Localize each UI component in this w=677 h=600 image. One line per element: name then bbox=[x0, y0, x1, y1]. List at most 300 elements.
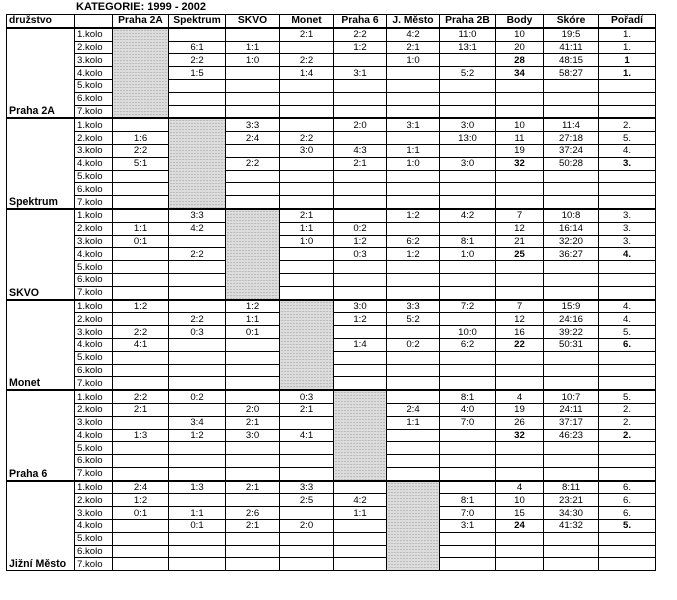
rank-cell: 2. bbox=[599, 118, 656, 131]
score-cell: 3:3 bbox=[169, 209, 226, 222]
score-cell bbox=[387, 377, 440, 390]
score-cell bbox=[334, 170, 387, 183]
score-total-cell: 36:27 bbox=[544, 248, 599, 261]
score-cell: 2:4 bbox=[113, 481, 169, 494]
table-row bbox=[7, 28, 656, 41]
points-cell bbox=[496, 532, 544, 545]
score-cell bbox=[334, 520, 387, 533]
table-row bbox=[7, 248, 656, 261]
self-match-shade bbox=[169, 118, 226, 209]
score-cell bbox=[440, 183, 496, 196]
score-cell bbox=[440, 532, 496, 545]
round-label: 1.kolo bbox=[75, 28, 113, 41]
score-cell: 2:1 bbox=[387, 41, 440, 54]
score-total-cell: 23:21 bbox=[544, 494, 599, 507]
score-cell: 5:2 bbox=[387, 313, 440, 326]
score-cell bbox=[113, 416, 169, 429]
round-label: 3.kolo bbox=[75, 144, 113, 157]
points-cell: 12 bbox=[496, 313, 544, 326]
score-cell bbox=[440, 455, 496, 468]
score-cell: 1:2 bbox=[334, 235, 387, 248]
score-cell bbox=[169, 442, 226, 455]
score-cell bbox=[226, 390, 280, 403]
score-cell bbox=[440, 105, 496, 118]
score-cell: 3:0 bbox=[334, 300, 387, 313]
table-row bbox=[7, 507, 656, 520]
score-total-cell bbox=[544, 273, 599, 286]
score-cell: 1:3 bbox=[169, 481, 226, 494]
score-cell bbox=[113, 442, 169, 455]
score-cell bbox=[113, 313, 169, 326]
rank-cell bbox=[599, 351, 656, 364]
score-total-cell bbox=[544, 545, 599, 558]
score-cell bbox=[280, 261, 334, 274]
rank-cell bbox=[599, 286, 656, 299]
rank-cell: 4. bbox=[599, 248, 656, 261]
table-row bbox=[7, 105, 656, 118]
score-cell bbox=[334, 545, 387, 558]
score-cell bbox=[280, 118, 334, 131]
score-cell bbox=[113, 545, 169, 558]
score-cell: 2:2 bbox=[280, 54, 334, 67]
score-cell bbox=[387, 467, 440, 480]
score-cell: 3:3 bbox=[226, 118, 280, 131]
score-cell bbox=[113, 558, 169, 571]
self-match-shade bbox=[387, 481, 440, 571]
score-cell: 4:2 bbox=[387, 28, 440, 41]
score-cell: 3:3 bbox=[387, 300, 440, 313]
table-row bbox=[7, 467, 656, 480]
score-cell bbox=[226, 183, 280, 196]
score-cell: 8:1 bbox=[440, 390, 496, 403]
score-cell bbox=[113, 196, 169, 209]
score-cell: 1:1 bbox=[280, 222, 334, 235]
score-cell bbox=[387, 170, 440, 183]
round-label: 3.kolo bbox=[75, 54, 113, 67]
score-cell bbox=[280, 196, 334, 209]
results-table bbox=[6, 14, 656, 571]
points-cell: 20 bbox=[496, 41, 544, 54]
header-monet: Monet bbox=[280, 15, 334, 28]
header-praha-6: Praha 6 bbox=[334, 15, 387, 28]
score-cell bbox=[440, 467, 496, 480]
score-cell bbox=[226, 170, 280, 183]
score-cell: 4:1 bbox=[113, 338, 169, 351]
rank-cell: 6. bbox=[599, 481, 656, 494]
rank-cell: 3. bbox=[599, 209, 656, 222]
score-cell bbox=[387, 105, 440, 118]
score-cell bbox=[440, 170, 496, 183]
rank-cell bbox=[599, 455, 656, 468]
score-cell: 4:1 bbox=[280, 429, 334, 442]
table-row bbox=[7, 520, 656, 533]
round-label: 6.kolo bbox=[75, 364, 113, 377]
score-cell: 2:1 bbox=[226, 481, 280, 494]
table-row bbox=[7, 390, 656, 403]
table-row bbox=[7, 196, 656, 209]
points-cell: 7 bbox=[496, 300, 544, 313]
team-name: Monet bbox=[7, 300, 75, 391]
rank-cell: 1. bbox=[599, 67, 656, 80]
header-praha-2b: Praha 2B bbox=[440, 15, 496, 28]
points-cell bbox=[496, 196, 544, 209]
points-cell: 22 bbox=[496, 338, 544, 351]
score-cell bbox=[280, 248, 334, 261]
points-cell bbox=[496, 170, 544, 183]
score-total-cell: 24:11 bbox=[544, 403, 599, 416]
score-total-cell: 39:22 bbox=[544, 326, 599, 339]
score-cell bbox=[334, 79, 387, 92]
score-cell bbox=[226, 494, 280, 507]
table-row bbox=[7, 403, 656, 416]
score-cell: 1:0 bbox=[387, 54, 440, 67]
score-cell bbox=[280, 105, 334, 118]
score-cell bbox=[113, 118, 169, 131]
score-cell bbox=[334, 364, 387, 377]
round-label: 6.kolo bbox=[75, 183, 113, 196]
score-cell: 2:6 bbox=[226, 507, 280, 520]
score-cell: 1:1 bbox=[113, 222, 169, 235]
round-label: 1.kolo bbox=[75, 390, 113, 403]
score-cell bbox=[280, 558, 334, 571]
points-cell: 10 bbox=[496, 28, 544, 41]
score-cell bbox=[226, 92, 280, 105]
score-cell bbox=[169, 532, 226, 545]
score-total-cell: 10:7 bbox=[544, 390, 599, 403]
score-cell bbox=[334, 481, 387, 494]
round-label: 2.kolo bbox=[75, 494, 113, 507]
rank-cell: 3. bbox=[599, 157, 656, 170]
score-cell bbox=[440, 286, 496, 299]
points-cell bbox=[496, 105, 544, 118]
points-cell: 7 bbox=[496, 209, 544, 222]
score-cell: 2:2 bbox=[226, 157, 280, 170]
score-cell bbox=[226, 338, 280, 351]
score-cell: 2:1 bbox=[280, 403, 334, 416]
round-label: 3.kolo bbox=[75, 507, 113, 520]
score-cell: 3:0 bbox=[280, 144, 334, 157]
score-total-cell bbox=[544, 351, 599, 364]
score-cell: 10:0 bbox=[440, 326, 496, 339]
round-label: 7.kolo bbox=[75, 467, 113, 480]
rank-cell: 2. bbox=[599, 403, 656, 416]
score-cell bbox=[169, 455, 226, 468]
score-cell bbox=[440, 481, 496, 494]
score-cell bbox=[226, 67, 280, 80]
score-cell: 4:2 bbox=[334, 494, 387, 507]
score-cell bbox=[113, 455, 169, 468]
points-cell: 4 bbox=[496, 390, 544, 403]
score-cell: 2:1 bbox=[226, 520, 280, 533]
score-cell bbox=[334, 54, 387, 67]
score-cell bbox=[334, 326, 387, 339]
score-total-cell: 24:16 bbox=[544, 313, 599, 326]
score-cell bbox=[226, 79, 280, 92]
score-cell: 5:2 bbox=[440, 67, 496, 80]
score-total-cell bbox=[544, 558, 599, 571]
score-cell bbox=[440, 442, 496, 455]
score-cell bbox=[387, 364, 440, 377]
round-label: 4.kolo bbox=[75, 338, 113, 351]
self-match-shade bbox=[334, 390, 387, 481]
rank-cell: 6. bbox=[599, 507, 656, 520]
score-cell bbox=[387, 286, 440, 299]
rank-cell: 6. bbox=[599, 494, 656, 507]
score-total-cell: 10:8 bbox=[544, 209, 599, 222]
score-cell bbox=[387, 79, 440, 92]
points-cell: 15 bbox=[496, 507, 544, 520]
score-total-cell: 8:11 bbox=[544, 481, 599, 494]
score-cell bbox=[387, 196, 440, 209]
points-cell: 12 bbox=[496, 222, 544, 235]
rank-cell bbox=[599, 442, 656, 455]
score-cell: 0:2 bbox=[169, 390, 226, 403]
score-total-cell bbox=[544, 442, 599, 455]
round-label: 4.kolo bbox=[75, 67, 113, 80]
score-cell: 0:1 bbox=[169, 520, 226, 533]
score-cell bbox=[387, 183, 440, 196]
score-cell bbox=[440, 313, 496, 326]
score-total-cell bbox=[544, 364, 599, 377]
table-row bbox=[7, 286, 656, 299]
score-cell bbox=[440, 364, 496, 377]
score-cell bbox=[334, 209, 387, 222]
score-total-cell bbox=[544, 170, 599, 183]
round-label: 4.kolo bbox=[75, 248, 113, 261]
team-name: Praha 2A bbox=[7, 28, 75, 119]
points-cell: 32 bbox=[496, 157, 544, 170]
score-cell: 2:5 bbox=[280, 494, 334, 507]
points-cell bbox=[496, 455, 544, 468]
rank-cell: 1 bbox=[599, 54, 656, 67]
round-label: 7.kolo bbox=[75, 558, 113, 571]
points-cell: 21 bbox=[496, 235, 544, 248]
round-label: 6.kolo bbox=[75, 273, 113, 286]
score-cell bbox=[169, 235, 226, 248]
score-cell: 3:0 bbox=[226, 429, 280, 442]
table-row bbox=[7, 54, 656, 67]
score-cell: 2:4 bbox=[226, 132, 280, 145]
score-cell bbox=[387, 455, 440, 468]
score-cell bbox=[280, 532, 334, 545]
score-cell bbox=[169, 300, 226, 313]
score-cell: 2:0 bbox=[280, 520, 334, 533]
points-cell bbox=[496, 183, 544, 196]
score-cell bbox=[169, 273, 226, 286]
score-cell: 1:1 bbox=[334, 507, 387, 520]
round-label: 7.kolo bbox=[75, 196, 113, 209]
score-cell bbox=[387, 390, 440, 403]
round-label: 1.kolo bbox=[75, 209, 113, 222]
score-cell: 0:2 bbox=[387, 338, 440, 351]
score-cell: 6:1 bbox=[169, 41, 226, 54]
score-cell: 5:1 bbox=[113, 157, 169, 170]
score-cell bbox=[169, 105, 226, 118]
score-cell: 3:4 bbox=[169, 416, 226, 429]
score-cell: 2:2 bbox=[169, 248, 226, 261]
table-row bbox=[7, 235, 656, 248]
points-cell: 24 bbox=[496, 520, 544, 533]
score-cell: 2:2 bbox=[280, 132, 334, 145]
header-praha-2a: Praha 2A bbox=[113, 15, 169, 28]
score-cell: 2:1 bbox=[226, 416, 280, 429]
score-cell bbox=[113, 248, 169, 261]
rank-cell: 5. bbox=[599, 520, 656, 533]
rank-cell bbox=[599, 196, 656, 209]
score-total-cell bbox=[544, 286, 599, 299]
score-total-cell bbox=[544, 532, 599, 545]
score-cell bbox=[169, 351, 226, 364]
score-cell: 1:0 bbox=[280, 235, 334, 248]
points-cell bbox=[496, 261, 544, 274]
score-cell: 2:0 bbox=[334, 118, 387, 131]
points-cell: 11 bbox=[496, 132, 544, 145]
rank-cell bbox=[599, 261, 656, 274]
rank-cell: 6. bbox=[599, 338, 656, 351]
score-cell bbox=[226, 377, 280, 390]
score-cell: 1:2 bbox=[334, 313, 387, 326]
score-cell: 1:0 bbox=[387, 157, 440, 170]
points-cell bbox=[496, 273, 544, 286]
score-cell bbox=[113, 183, 169, 196]
points-cell: 34 bbox=[496, 67, 544, 80]
score-cell bbox=[387, 429, 440, 442]
points-cell: 28 bbox=[496, 54, 544, 67]
rank-cell: 1. bbox=[599, 41, 656, 54]
rank-cell bbox=[599, 170, 656, 183]
round-label: 3.kolo bbox=[75, 326, 113, 339]
score-cell bbox=[440, 558, 496, 571]
score-cell bbox=[113, 377, 169, 390]
rank-cell: 5. bbox=[599, 390, 656, 403]
round-label: 5.kolo bbox=[75, 532, 113, 545]
rank-cell: 5. bbox=[599, 326, 656, 339]
score-cell bbox=[113, 520, 169, 533]
score-cell bbox=[440, 54, 496, 67]
rank-cell bbox=[599, 273, 656, 286]
header-kolo bbox=[75, 15, 113, 28]
score-cell: 13:1 bbox=[440, 41, 496, 54]
table-row bbox=[7, 429, 656, 442]
score-cell bbox=[226, 532, 280, 545]
score-cell: 2:1 bbox=[113, 403, 169, 416]
table-row bbox=[7, 416, 656, 429]
rank-cell: 4. bbox=[599, 313, 656, 326]
round-label: 6.kolo bbox=[75, 545, 113, 558]
score-total-cell bbox=[544, 467, 599, 480]
score-cell bbox=[440, 377, 496, 390]
round-label: 2.kolo bbox=[75, 41, 113, 54]
header-skore: Skóre bbox=[544, 15, 599, 28]
score-cell: 1:1 bbox=[387, 416, 440, 429]
score-cell bbox=[113, 209, 169, 222]
table-row bbox=[7, 183, 656, 196]
score-total-cell bbox=[544, 377, 599, 390]
round-label: 4.kolo bbox=[75, 157, 113, 170]
table-row bbox=[7, 273, 656, 286]
score-cell: 7:0 bbox=[440, 416, 496, 429]
score-cell bbox=[280, 442, 334, 455]
table-row bbox=[7, 92, 656, 105]
table-row bbox=[7, 300, 656, 313]
round-label: 3.kolo bbox=[75, 416, 113, 429]
score-cell bbox=[226, 545, 280, 558]
score-cell: 1:0 bbox=[440, 248, 496, 261]
team-name: SKVO bbox=[7, 209, 75, 300]
score-cell: 6:2 bbox=[387, 235, 440, 248]
results-body bbox=[7, 28, 656, 571]
score-cell bbox=[169, 467, 226, 480]
score-cell bbox=[113, 170, 169, 183]
round-label: 7.kolo bbox=[75, 105, 113, 118]
points-cell: 16 bbox=[496, 326, 544, 339]
score-cell bbox=[113, 364, 169, 377]
score-cell bbox=[334, 532, 387, 545]
score-cell: 3:0 bbox=[440, 157, 496, 170]
rank-cell bbox=[599, 558, 656, 571]
score-total-cell: 41:32 bbox=[544, 520, 599, 533]
score-cell: 3:0 bbox=[440, 118, 496, 131]
score-total-cell bbox=[544, 105, 599, 118]
points-cell bbox=[496, 79, 544, 92]
rank-cell bbox=[599, 183, 656, 196]
score-cell bbox=[169, 28, 226, 41]
score-total-cell: 37:17 bbox=[544, 416, 599, 429]
score-cell bbox=[226, 196, 280, 209]
score-cell bbox=[113, 351, 169, 364]
category-title: KATEGORIE: 1999 - 2002 bbox=[76, 1, 207, 13]
rank-cell: 3. bbox=[599, 235, 656, 248]
table-row bbox=[7, 545, 656, 558]
score-cell bbox=[280, 92, 334, 105]
score-total-cell: 27:18 bbox=[544, 132, 599, 145]
rank-cell bbox=[599, 92, 656, 105]
score-cell: 4:2 bbox=[169, 222, 226, 235]
score-cell: 7:2 bbox=[440, 300, 496, 313]
table-row bbox=[7, 144, 656, 157]
score-cell: 4:2 bbox=[440, 209, 496, 222]
points-cell bbox=[496, 377, 544, 390]
points-cell: 25 bbox=[496, 248, 544, 261]
score-cell bbox=[440, 351, 496, 364]
score-cell bbox=[226, 455, 280, 468]
score-cell: 2:2 bbox=[113, 390, 169, 403]
rank-cell bbox=[599, 532, 656, 545]
rank-cell: 5. bbox=[599, 132, 656, 145]
score-total-cell: 50:28 bbox=[544, 157, 599, 170]
score-cell: 1:3 bbox=[113, 429, 169, 442]
round-label: 2.kolo bbox=[75, 222, 113, 235]
self-match-shade bbox=[280, 300, 334, 391]
score-cell: 2:1 bbox=[334, 157, 387, 170]
score-cell: 1:2 bbox=[113, 300, 169, 313]
score-cell: 1:2 bbox=[334, 41, 387, 54]
points-cell bbox=[496, 92, 544, 105]
score-cell bbox=[387, 92, 440, 105]
score-cell bbox=[440, 79, 496, 92]
points-cell: 19 bbox=[496, 403, 544, 416]
score-total-cell bbox=[544, 455, 599, 468]
table-row bbox=[7, 209, 656, 222]
score-cell: 1:2 bbox=[387, 248, 440, 261]
score-cell: 2:2 bbox=[113, 326, 169, 339]
score-cell: 0:3 bbox=[334, 248, 387, 261]
round-label: 2.kolo bbox=[75, 132, 113, 145]
header-j-mesto: J. Město bbox=[387, 15, 440, 28]
score-total-cell: 34:30 bbox=[544, 507, 599, 520]
score-cell bbox=[169, 338, 226, 351]
rank-cell bbox=[599, 467, 656, 480]
